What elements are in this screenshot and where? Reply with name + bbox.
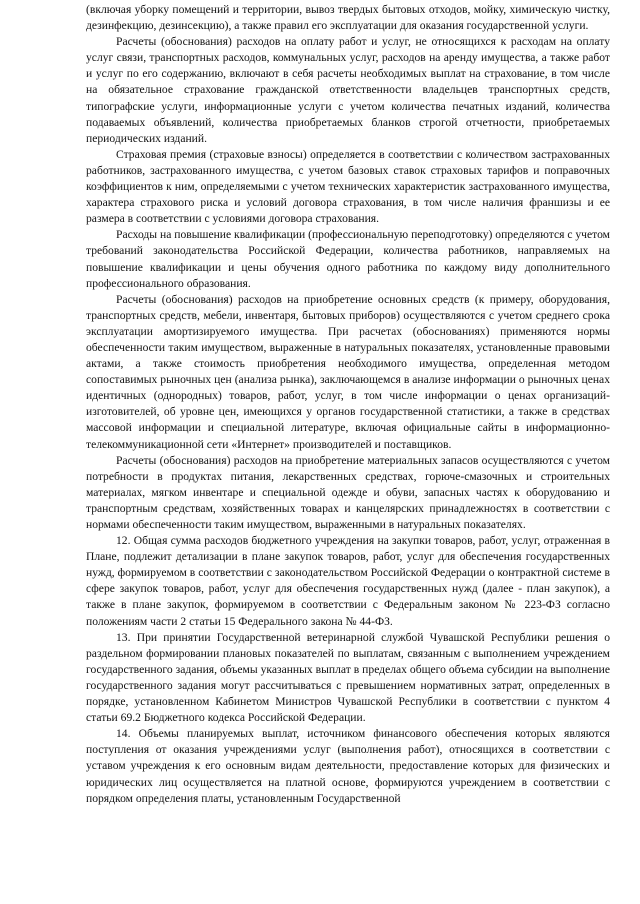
paragraph-fixed-assets: Расчеты (обоснования) расходов на приобретение основных средств (к примеру, оборудования, транспортных средств, мебели, инвентаря, бытовых приборов) осуществляются с учетом среднего срока эксплуатации амортизируемого имущества. При расчетах (обоснованиях) применяются нормы обеспеченности таким имуществом, выраженные в натуральных показателях, установленные правовыми актами, а также стоимость приобретения необходимого имущества, определенная методом сопоставимых рыночных цен (анализа рынка), заключающемся в анализе информации о рыночных ценах идентичных (однородных) товаров, работ, услуг, в том числе информации о ценах организаций-изготовителей, об уровне цен, имеющихся у органов государственной статистики, а также в средствах массовой информации и специальной литературе, включая официальные сайты в информационно-телекоммуникационной сети «Интернет» производителей и поставщиков.: [86, 292, 610, 451]
paragraph-item-12: 12. Общая сумма расходов бюджетного учреждения на закупки товаров, работ, услуг, отраженная в Плане, подлежит детализации в плане закупок товаров, работ, услуг для обеспечения государственных нужд, формируемом в соответствии с законодательством Российской Федерации о контрактной системе в сфере закупок товаров, работ, услуг для обеспечения государственных нужд (далее - план закупок), а также в плане закупок, формируемом в соответствии с Федеральным законом № 223-ФЗ согласно положениям части 2 статьи 15 Федерального закона № 44-ФЗ.: [86, 534, 610, 628]
paragraph-qualification: Расходы на повышение квалификации (профессиональную переподготовку) определяются с учетом требований законодательства Российской Федерации, количества работников, направляемых на повышение квалификации и цены обучения одного работника по каждому виду дополнительного профессионального образования.: [86, 228, 610, 290]
paragraph-material-stocks: Расчеты (обоснования) расходов на приобретение материальных запасов осуществляются с учетом потребности в продуктах питания, лекарственных средствах, горюче-смазочных и строительных материалах, мягком инвентаре и специальной одежде и обуви, запасных частях к оборудованию и транспортным средствам, хозяйственных товарах и канцелярских принадлежностях в соответствии с нормами обеспеченности таким имуществом, выраженными в натуральных показателях.: [86, 453, 610, 531]
paragraph-item-14: 14. Объемы планируемых выплат, источником финансового обеспечения которых являются поступления от оказания учреждениями услуг (выполнения работ), относящихся в соответствии с уставом учреждения к его основным видам деятельности, предоставление которых для физических и юридических лиц осуществляется на платной основе, формируются учреждением в соответствии с порядком определения платы, установленным Государственной: [86, 727, 610, 805]
paragraph-item-13: 13. При принятии Государственной ветеринарной службой Чувашской Республики решения о раздельном формировании плановых показателей по выплатам, связанным с выполнением учреждением государственного задания, объемы указанных выплат в пределах общего объема субсидии на выполнение государственного задания могут рассчитываться с превышением нормативных затрат, определенных в порядке, установленном Кабинетом Министров Чувашской Республики в соответствии с пунктом 4 статьи 69.2 Бюджетного кодекса Российской Федерации.: [86, 630, 610, 725]
paragraph-insurance-premium: Страховая премия (страховые взносы) определяется в соответствии с количеством застрахованных работников, застрахованного имущества, с учетом базовых ставок страховых тарифов и поправочных коэффициентов к ним, определяемыми с учетом технических характеристик застрахованного имущества, характера страхового риска и условий договора страхования, в том числе наличия франшизы и ее размера в соответствии с условиями договора страхования.: [86, 147, 610, 226]
paragraph-continuation: (включая уборку помещений и территории, вывоз твердых бытовых отходов, мойку, химическую чистку, дезинфекцию, дезинсекцию), а также правил его эксплуатации для оказания государственной услуги.: [86, 3, 610, 33]
paragraph-services-costs: Расчеты (обоснования) расходов на оплату работ и услуг, не относящихся к расходам на оплату услуг связи, транспортных расходов, коммунальных услуг, расходов на аренду имущества, а также работ и услуг по его содержанию, включают в себя расчеты необходимых выплат на страхование, в том числе на обязательное страхование гражданской ответственности владельцев транспортных средств, типографские услуги, информационные услуги с учетом количества печатных изданий, количества подаваемых объявлений, количества приобретаемых бланков строгой отчетности, приобретаемых периодических изданий.: [86, 35, 610, 145]
